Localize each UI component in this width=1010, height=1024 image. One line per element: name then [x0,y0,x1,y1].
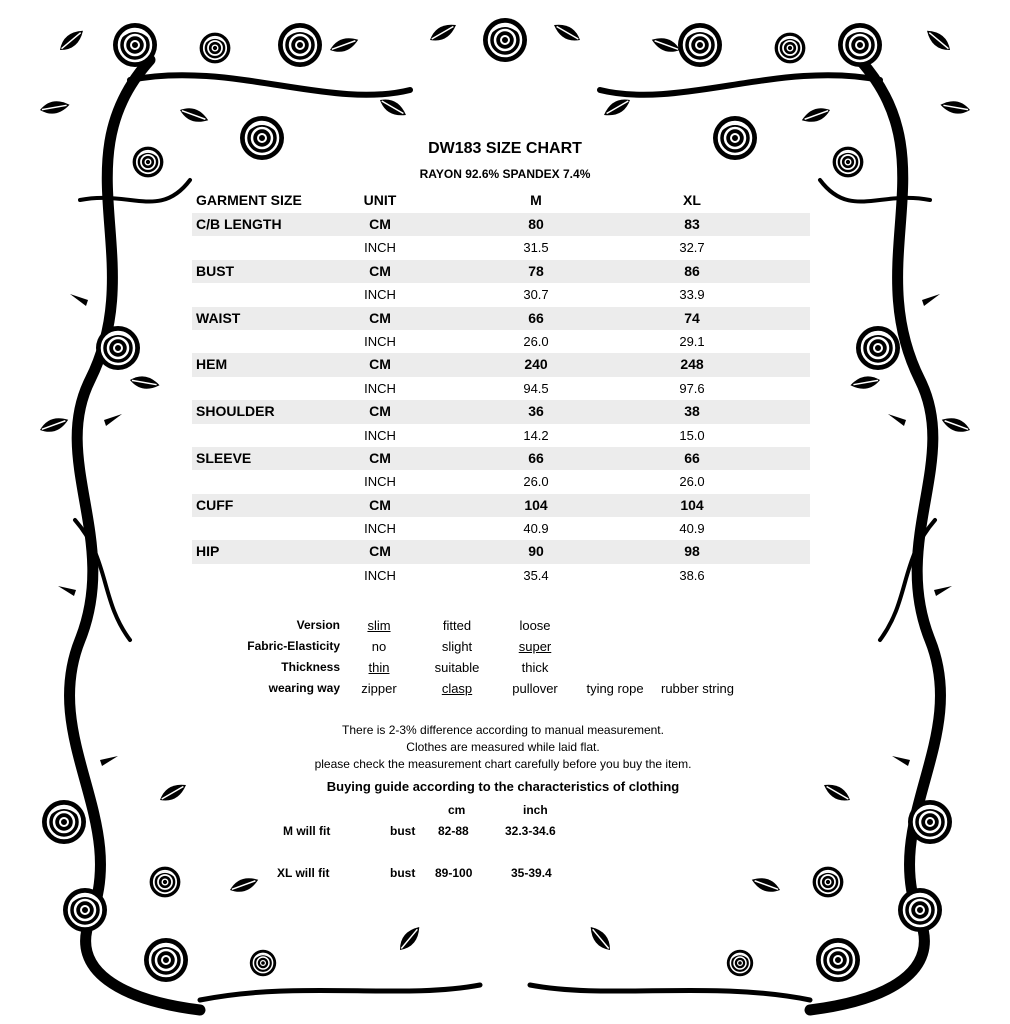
guide-part: bust [390,824,416,838]
note-line: please check the measurement chart carefully before you buy the item. [314,757,692,771]
measurement-name: WAIST [196,309,241,326]
characteristic-option: thick [521,660,549,675]
characteristic-option: no [371,639,387,654]
header-unit: UNIT [363,192,397,208]
characteristic-option: loose [519,618,551,633]
unit-cell: INCH [364,380,396,396]
size-xl-value: 29.1 [679,333,705,349]
size-xl-value: 248 [680,356,704,373]
size-m-value: 36 [528,403,544,420]
characteristic-option: tying rope [586,681,644,696]
size-xl-value: 98 [684,543,700,560]
measurement-name: SLEEVE [196,449,252,466]
note-line: Clothes are measured while laid flat. [406,740,600,754]
guide-inch-range: 35-39.4 [511,866,552,880]
size-xl-value: 32.7 [679,240,705,256]
measurement-name: C/B LENGTH [196,216,282,232]
characteristic-option: rubber string [661,681,734,696]
unit-cell: CM [369,356,391,373]
size-xl-value: 97.6 [679,380,705,396]
unit-cell: CM [369,543,391,560]
size-xl-value: 74 [684,309,700,326]
characteristic-row [200,657,820,678]
size-xl-value: 15.0 [679,427,705,443]
table-row [192,494,810,517]
guide-cm-range: 89-100 [435,866,473,880]
guide-col-inch: inch [523,803,548,817]
size-xl-value: 40.9 [679,521,705,537]
characteristic-option: suitable [434,660,480,675]
measurement-name: SHOULDER [196,403,275,420]
unit-cell: INCH [364,427,396,443]
unit-cell: CM [369,496,391,513]
measurement-name: BUST [196,262,235,279]
measurement-name: HIP [196,543,220,560]
size-m-value: 35.4 [523,567,549,583]
table-row [192,424,810,447]
characteristic-option: fitted [442,618,472,633]
characteristic-label: wearing way [268,681,340,695]
header-size-xl: XL [683,192,701,208]
size-xl-value: 86 [684,262,700,279]
unit-cell: CM [369,449,391,466]
guide-part: bust [390,866,416,880]
size-m-value: 31.5 [523,240,549,256]
characteristic-option: slight [441,639,473,654]
characteristics-section [200,615,820,699]
size-m-value: 30.7 [523,287,549,303]
characteristic-option-selected: thin [368,660,390,675]
characteristic-label: Version [296,618,340,632]
size-xl-value: 38.6 [679,567,705,583]
size-m-value: 78 [528,262,544,279]
unit-cell: CM [369,403,391,420]
table-row [192,236,810,259]
characteristic-label: Fabric-Elasticity [247,639,340,653]
table-row [192,447,810,470]
note-line: There is 2-3% difference according to manual measurement. [342,723,664,737]
guide-cm-range: 82-88 [438,824,469,838]
table-row [192,213,810,236]
table-body [192,213,810,587]
characteristic-option: zipper [361,681,397,696]
size-xl-value: 66 [684,449,700,466]
measurement-name: CUFF [196,496,234,513]
table-row [192,307,810,330]
size-m-value: 66 [528,449,544,466]
unit-cell: INCH [364,567,396,583]
size-xl-value: 26.0 [679,474,705,490]
unit-cell: INCH [364,240,396,256]
size-table [192,187,810,587]
table-row [192,260,810,283]
table-header-row [192,187,810,213]
characteristic-option: pullover [512,681,558,696]
guide-inch-range: 32.3-34.6 [505,824,556,838]
table-row [192,353,810,376]
guide-fit-label: M will fit [283,824,331,838]
unit-cell: INCH [364,333,396,349]
guide-col-cm: cm [448,803,466,817]
unit-cell: CM [369,262,391,279]
buying-guide-title: Buying guide according to the characteristics of clothing [326,779,680,794]
characteristic-row [200,615,820,636]
measurement-name: HEM [196,356,228,373]
fabric-composition: RAYON 92.6% SPANDEX 7.4% [419,167,591,181]
table-row [192,400,810,423]
characteristic-row [200,678,820,699]
size-m-value: 104 [524,496,548,513]
table-row [192,470,810,493]
size-m-value: 94.5 [523,380,549,396]
header-garment-size: GARMENT SIZE [196,192,302,208]
characteristic-option-selected: slim [367,618,391,633]
unit-cell: INCH [364,521,396,537]
unit-cell: INCH [364,287,396,303]
characteristic-row [200,636,820,657]
size-m-value: 26.0 [523,333,549,349]
size-xl-value: 33.9 [679,287,705,303]
header-size-m: M [530,192,542,208]
table-row [192,540,810,563]
table-row [192,377,810,400]
unit-cell: CM [369,309,391,326]
size-m-value: 66 [528,309,544,326]
size-m-value: 14.2 [523,427,549,443]
size-m-value: 80 [528,216,544,232]
size-m-value: 26.0 [523,474,549,490]
page-title: DW183 SIZE CHART [428,140,582,157]
guide-fit-label: XL will fit [277,866,330,880]
unit-cell: CM [369,216,391,232]
size-xl-value: 38 [684,403,700,420]
size-m-value: 240 [524,356,548,373]
table-row [192,330,810,353]
size-xl-value: 104 [680,496,704,513]
size-xl-value: 83 [684,216,700,232]
measurement-notes [0,722,1006,773]
table-row [192,517,810,540]
size-m-value: 40.9 [523,521,549,537]
characteristic-label: Thickness [281,660,340,674]
table-row [192,283,810,306]
characteristic-option-selected: clasp [441,681,473,696]
unit-cell: INCH [364,474,396,490]
table-row [192,564,810,587]
characteristic-option-selected: super [518,639,552,654]
size-m-value: 90 [528,543,544,560]
